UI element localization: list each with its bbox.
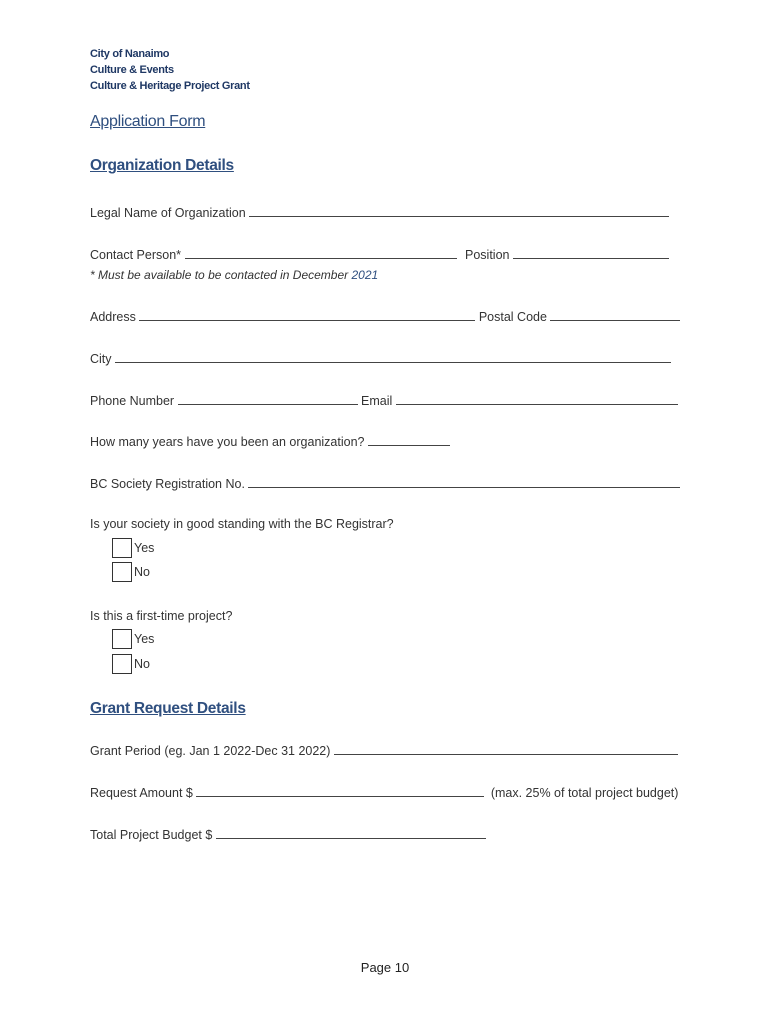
address-label: Address	[90, 310, 136, 324]
address-field[interactable]	[139, 308, 475, 321]
legal-name-row	[90, 204, 669, 220]
contact-note-year: 2021	[351, 268, 379, 282]
contact-row	[90, 246, 669, 262]
good-standing-no-checkbox[interactable]	[112, 562, 132, 582]
contact-person-field[interactable]	[185, 246, 457, 259]
phone-label: Phone Number	[90, 394, 175, 408]
grant-period-field[interactable]	[334, 742, 678, 755]
good-standing-no-option[interactable]	[112, 561, 150, 583]
page-number: Page 10	[360, 960, 410, 975]
city-row	[90, 350, 671, 366]
city-field[interactable]	[115, 350, 671, 363]
legal-name-field[interactable]	[249, 204, 669, 217]
contact-note	[90, 268, 378, 282]
request-amount-field[interactable]	[196, 784, 484, 797]
total-budget-field[interactable]	[216, 826, 486, 839]
email-field[interactable]	[396, 392, 678, 405]
first-time-question: Is this a first-time project?	[90, 609, 233, 623]
years-field[interactable]	[368, 433, 450, 446]
request-amount-label: Request Amount $	[90, 786, 193, 800]
good-standing-no-label: No	[134, 565, 150, 579]
phone-email-row	[90, 392, 678, 408]
email-label: Email	[361, 394, 393, 408]
good-standing-yes-label: Yes	[134, 541, 155, 555]
postal-code-label: Postal Code	[478, 310, 547, 324]
application-form-title: Application Form	[90, 113, 206, 130]
first-time-yes-label: Yes	[134, 632, 155, 646]
first-time-no-option[interactable]	[112, 653, 150, 675]
good-standing-question: Is your society in good standing with the BC Registrar?	[90, 517, 394, 531]
request-amount-note: (max. 25% of total project budget)	[490, 786, 679, 800]
grant-request-title: Grant Request Details	[90, 700, 246, 717]
header-city: City of Nanaimo	[90, 48, 170, 60]
years-label: How many years have you been an organization?	[90, 435, 365, 449]
contact-note-text: * Must be available to be contacted in December	[90, 268, 349, 282]
postal-code-field[interactable]	[550, 308, 680, 321]
header-dept: Culture & Events	[90, 64, 174, 76]
bc-reg-field[interactable]	[248, 475, 680, 488]
first-time-yes-checkbox[interactable]	[112, 629, 132, 649]
total-budget-label: Total Project Budget $	[90, 828, 213, 842]
address-row	[90, 308, 680, 324]
bc-reg-label: BC Society Registration No.	[90, 477, 245, 491]
city-label: City	[90, 352, 112, 366]
organization-details-title: Organization Details	[90, 157, 234, 174]
request-amount-row	[90, 784, 678, 800]
first-time-no-label: No	[134, 657, 150, 671]
grant-period-label: Grant Period (eg. Jan 1 2022-Dec 31 2022)	[90, 744, 331, 758]
legal-name-label: Legal Name of Organization	[90, 206, 246, 220]
good-standing-yes-option[interactable]	[112, 537, 154, 559]
good-standing-yes-checkbox[interactable]	[112, 538, 132, 558]
first-time-yes-option[interactable]	[112, 628, 154, 650]
contact-person-label: Contact Person*	[90, 248, 182, 262]
position-field[interactable]	[513, 246, 669, 259]
total-budget-row	[90, 826, 486, 842]
first-time-no-checkbox[interactable]	[112, 654, 132, 674]
bc-reg-row	[90, 475, 680, 491]
years-row	[90, 433, 450, 449]
header-program: Culture & Heritage Project Grant	[90, 80, 250, 92]
grant-period-row	[90, 742, 678, 758]
phone-field[interactable]	[178, 392, 358, 405]
position-label: Position	[465, 248, 510, 262]
